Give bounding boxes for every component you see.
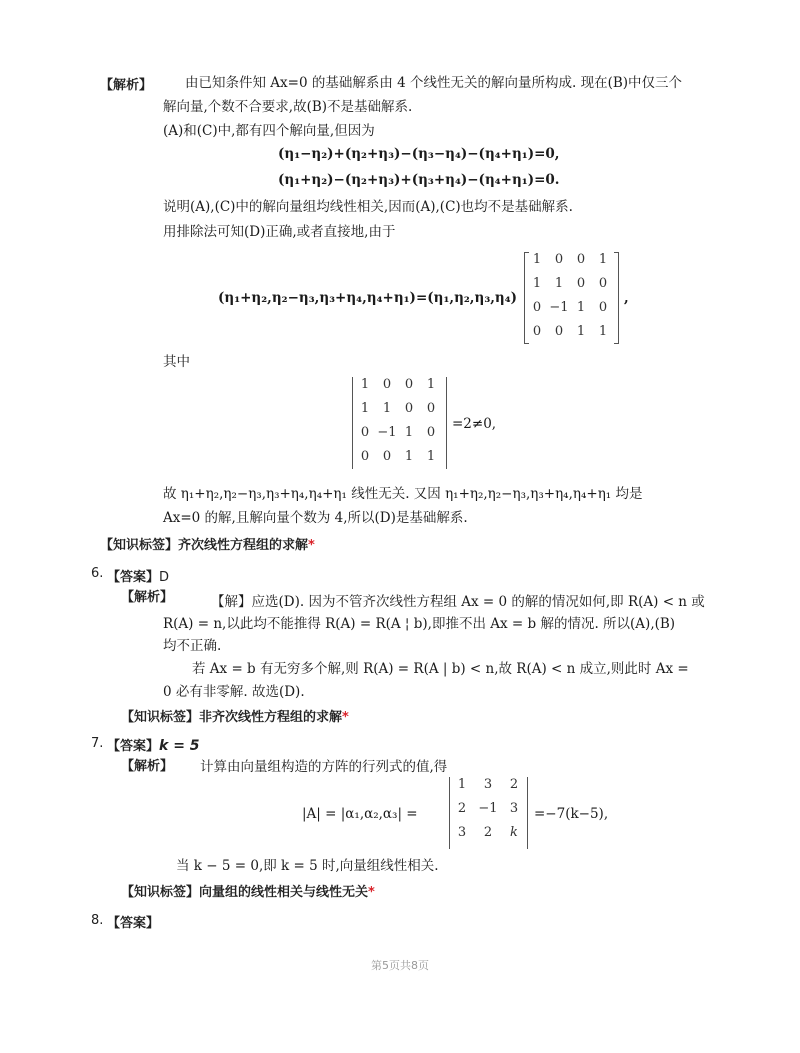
s5-line6: 故 η₁+η₂,η₂−η₃,η₃+η₄,η₄+η₁ 线性无关. 又因 η₁+η₂,η₂−η₃,η₃+η₄,η₄+η₁ 均是 <box>163 486 643 502</box>
matrix-cell: 1 <box>426 449 436 464</box>
determinant-4x4 <box>350 375 450 471</box>
matrix-cell: 1 <box>576 324 586 339</box>
matrix-cell: 1 <box>598 252 608 267</box>
det3-bar-right <box>527 777 528 849</box>
q8-number: 8. <box>91 913 104 928</box>
matrix-cell: 1 <box>457 777 467 792</box>
q6-answer-tag <box>107 566 169 585</box>
knowledge-6-text: 【知识标签】非齐次线性方程组的求解 <box>121 710 343 725</box>
s5-qizhong: 其中 <box>163 354 190 370</box>
q6-answer: D <box>159 570 170 585</box>
q6-line3: 均不正确. <box>163 638 222 654</box>
knowledge-tag-6 <box>121 706 349 725</box>
q7-answer: k = 5 <box>159 738 200 754</box>
matrix-cell: 0 <box>598 300 608 315</box>
page-footer: 第5页共8页 <box>371 959 429 972</box>
matrix-cell: 2 <box>509 777 519 792</box>
matrix-cell: 1 <box>426 377 436 392</box>
matrix-bracket-right <box>618 252 619 344</box>
q6-number: 6. <box>91 566 104 581</box>
matrix-cell: 0 <box>554 252 564 267</box>
matrix-cell: 1 <box>576 300 586 315</box>
s5-eq3-left: (η₁+η₂,η₂−η₃,η₃+η₄,η₄+η₁)=(η₁,η₂,η₃,η₄) <box>218 290 518 306</box>
s5-line4: 说明(A),(C)中的解向量组均线性相关,因而(A),(C)也均不是基础解系. <box>163 199 573 215</box>
matrix-cell: 1 <box>554 276 564 291</box>
s5-line7: Ax=0 的解,且解向量个数为 4,所以(D)是基础解系. <box>163 510 468 526</box>
star-icon: * <box>308 538 315 553</box>
s5-det-result: =2≠0, <box>452 416 497 432</box>
q6-line2: R(A) = n,以此均不能推得 R(A) = R(A ¦ b),即推不出 Ax = b 解的情况. 所以(A),(B) <box>163 616 676 632</box>
s5-eq2: (η₁+η₂)−(η₂+η₃)+(η₃+η₄)−(η₄+η₁)=0. <box>278 172 560 188</box>
q6-jiexi-tag: 【解析】 <box>121 590 174 605</box>
s5-line2: 解向量,个数不合要求,故(B)不是基础解系. <box>163 99 413 115</box>
matrix-cell: 2 <box>483 825 493 840</box>
q7-answer-tag <box>107 735 200 754</box>
matrix-cell: 0 <box>360 449 370 464</box>
matrix-cell: 0 <box>404 401 414 416</box>
matrix-cell: 0 <box>426 425 436 440</box>
matrix-cell: −1 <box>478 801 498 816</box>
q6-answer-label: 【答案】 <box>107 570 160 585</box>
matrix-cell: 0 <box>532 300 542 315</box>
s5-line1: 由已知条件知 Ax=0 的基础解系由 4 个线性无关的解向量所构成. 现在(B)中仅三个 <box>185 75 683 91</box>
s5-eq1: (η₁−η₂)+(η₂+η₃)−(η₃−η₄)−(η₄+η₁)=0, <box>278 146 560 162</box>
det-bar-right <box>446 377 447 469</box>
matrix-cell: 0 <box>426 401 436 416</box>
matrix-cell: 3 <box>483 777 493 792</box>
matrix-cell: 1 <box>360 377 370 392</box>
matrix-cell: 1 <box>404 449 414 464</box>
matrix-cell: 1 <box>532 276 542 291</box>
matrix-cell: 3 <box>457 825 467 840</box>
matrix-4x4-a <box>522 250 622 346</box>
q6-line4: 若 Ax = b 有无穷多个解,则 R(A) = R(A | b) < n,故 R(A) < n 成立,则此时 Ax = <box>192 661 689 677</box>
matrix-cell: 0 <box>598 276 608 291</box>
matrix-cell: 1 <box>404 425 414 440</box>
matrix-cell: 0 <box>382 377 392 392</box>
q6-line5: 0 必有非零解. 故选(D). <box>163 684 305 700</box>
star-icon: * <box>368 885 375 900</box>
knowledge-5-text: 【知识标签】齐次线性方程组的求解 <box>100 538 309 553</box>
knowledge-tag-7 <box>121 881 375 900</box>
matrix-cell: 1 <box>360 401 370 416</box>
q6-line1: 【解】应选(D). 因为不管齐次线性方程组 Ax = 0 的解的情况如何,即 R(A) < n 或 <box>211 594 705 610</box>
matrix-cell: 1 <box>532 252 542 267</box>
matrix-cell: 1 <box>382 401 392 416</box>
knowledge-7-text: 【知识标签】向量组的线性相关与线性无关 <box>121 885 369 900</box>
q7-answer-label: 【答案】 <box>107 739 160 754</box>
matrix-cell: 0 <box>576 252 586 267</box>
matrix-cell: 0 <box>532 324 542 339</box>
matrix-cell: 0 <box>382 449 392 464</box>
s5-line5: 用排除法可知(D)正确,或者直接地,由于 <box>163 224 396 240</box>
q8-answer-tag: 【答案】 <box>107 916 160 931</box>
matrix-cell: 0 <box>554 324 564 339</box>
s5-eq3-tail: , <box>624 290 629 306</box>
matrix-bracket-right-bottom <box>614 343 619 344</box>
matrix-bracket-left-bottom <box>524 343 529 344</box>
star-icon: * <box>342 710 349 725</box>
q7-number: 7. <box>91 736 104 751</box>
determinant-3x3 <box>447 775 531 851</box>
matrix-cell: 3 <box>509 801 519 816</box>
q7-line2: 当 k − 5 = 0,即 k = 5 时,向量组线性相关. <box>176 858 439 874</box>
matrix-cell: −1 <box>549 300 569 315</box>
jiexi-tag-5: 【解析】 <box>100 78 153 93</box>
matrix-cell: 2 <box>457 801 467 816</box>
q7-eq-right: =−7(k−5), <box>534 806 609 822</box>
q7-eq-left: |A| = |α₁,α₂,α₃| = <box>302 806 418 822</box>
matrix-cell: 0 <box>404 377 414 392</box>
matrix-cell: 0 <box>576 276 586 291</box>
q7-jiexi-tag: 【解析】 <box>121 759 174 774</box>
knowledge-tag-5 <box>100 534 315 553</box>
matrix-cell: 0 <box>360 425 370 440</box>
matrix-cell: k <box>510 825 518 840</box>
matrix-cell: 1 <box>598 324 608 339</box>
q7-line1: 计算由向量组构造的方阵的行列式的值,得 <box>200 759 448 775</box>
matrix-cell: −1 <box>377 425 397 440</box>
s5-line3: (A)和(C)中,都有四个解向量,但因为 <box>163 123 375 139</box>
